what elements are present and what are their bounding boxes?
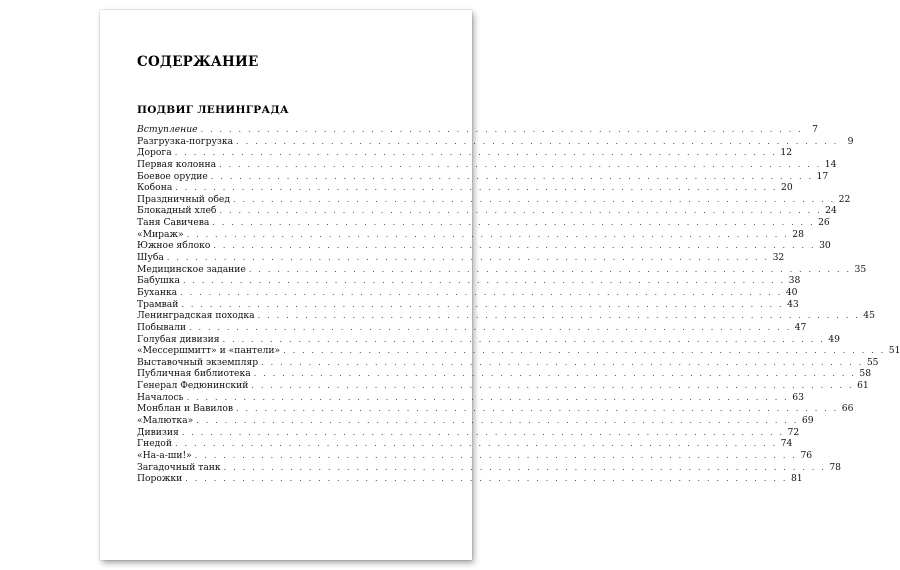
- toc-entry-title: Трамвай: [137, 298, 179, 310]
- dot-leader: . . . . . . . . . . . . . . . . . . . . . . . . . . . . . . . . . . . . . . . . . . . . . . . . . . . . . . . . . . . . . . . .: [236, 136, 839, 146]
- toc-entry-page-number: 66: [841, 403, 854, 415]
- toc-entry: [137, 205, 837, 217]
- toc-entry: [137, 368, 872, 380]
- toc-entry: [137, 240, 831, 252]
- toc-entry-page-number: 24: [825, 205, 837, 217]
- dot-leader: . . . . . . . . . . . . . . . . . . . . . . . . . . . . . . . . . . . . . . . . . . . . . . . . . . . . . . . . . . . . . . . .: [175, 183, 778, 193]
- toc-entry: [137, 380, 869, 392]
- toc-entry-page-number: 9: [847, 135, 854, 147]
- toc-entry-title: «Мираж»: [137, 228, 184, 240]
- toc-entry-title: Праздничный обед: [137, 193, 230, 205]
- toc-entry-page-number: 26: [818, 217, 830, 229]
- toc-entry-title: Гнедой: [137, 438, 172, 450]
- dot-leader: . . . . . . . . . . . . . . . . . . . . . . . . . . . . . . . . . . . . . . . . . . . . . . . . . . . . . . . . . . . . . . . .: [181, 299, 784, 309]
- dot-leader: . . . . . . . . . . . . . . . . . . . . . . . . . . . . . . . . . . . . . . . . . . . . . . . . . . . . . . . . . . . . . . . .: [196, 416, 799, 426]
- dot-leader: . . . . . . . . . . . . . . . . . . . . . . . . . . . . . . . . . . . . . . . . . . . . . . . . . . . . . . . . . . . . . . . .: [233, 194, 836, 204]
- toc-entry: [137, 321, 807, 334]
- toc-entry-title: Кобона: [137, 182, 173, 194]
- toc-entry: [137, 252, 785, 264]
- dot-leader: . . . . . . . . . . . . . . . . . . . . . . . . . . . . . . . . . . . . . . . . . . . . . . . . . . . . . . . . . . . . . . . .: [194, 450, 798, 460]
- toc-entry: [137, 391, 804, 404]
- toc-entry-page-number: 7: [812, 124, 818, 135]
- toc-entry-page-number: 72: [787, 426, 800, 438]
- toc-entry-page-number: 14: [824, 158, 837, 170]
- toc-entry-page-number: 78: [829, 461, 842, 473]
- book-page: [100, 10, 900, 560]
- dot-leader: . . . . . . . . . . . . . . . . . . . . . . . . . . . . . . . . . . . . . . . . . . . . . . . . . . . . . . . . . . . . . . . .: [174, 439, 778, 449]
- toc-entry-title: «Малютка»: [137, 415, 194, 427]
- toc-entry-page-number: 51: [888, 345, 900, 357]
- dot-leader: . . . . . . . . . . . . . . . . . . . . . . . . . . . . . . . . . . . . . . . . . . . . . . . . . . . . . . . . . . . . . . . .: [257, 311, 860, 321]
- table-of-contents: [137, 124, 900, 485]
- dot-leader: . . . . . . . . . . . . . . . . . . . . . . . . . . . . . . . . . . . . . . . . . . . . . . . . . . . . . . . . . . . . . . . .: [222, 334, 825, 344]
- toc-entry-title: Вступление: [137, 124, 198, 135]
- dot-leader: . . . . . . . . . . . . . . . . . . . . . . . . . . . . . . . . . . . . . . . . . . . . . . . . . . . . . . . . . . . . . . . .: [236, 404, 839, 414]
- dot-leader: . . . . . . . . . . . . . . . . . . . . . . . . . . . . . . . . . . . . . . . . . . . . . . . . . . . . . . . . . . . . . . . .: [166, 253, 770, 263]
- dot-leader: . . . . . . . . . . . . . . . . . . . . . . . . . . . . . . . . . . . . . . . . . . . . . . . . . . . . . . . . . . . . . . . .: [180, 287, 783, 297]
- toc-entry: [137, 310, 875, 322]
- toc-entry: [137, 147, 793, 159]
- toc-entry-title: Порожки: [137, 473, 183, 485]
- toc-entry: [137, 275, 801, 287]
- toc-entry-page-number: 63: [792, 391, 804, 403]
- dot-leader: . . . . . . . . . . . . . . . . . . . . . . . . . . . . . . . . . . . . . . . . . . . . . . . . . . . . . . . . . . . . . . . .: [212, 218, 815, 228]
- dot-leader: . . . . . . . . . . . . . . . . . . . . . . . . . . . . . . . . . . . . . . . . . . . . . . . . . . . . . . . . . . . . . . . .: [253, 369, 857, 379]
- dot-leader: . . . . . . . . . . . . . . . . . . . . . . . . . . . . . . . . . . . . . . . . . . . . . . . . . . . . . . . . . . . . . . . .: [219, 206, 822, 216]
- toc-entry-title: Монблан и Вавилов: [137, 403, 234, 415]
- toc-entry: [137, 426, 800, 439]
- toc-entry-page-number: 81: [790, 473, 803, 485]
- toc-entry: [137, 461, 842, 474]
- toc-entry-page-number: 45: [863, 310, 875, 322]
- dot-leader: . . . . . . . . . . . . . . . . . . . . . . . . . . . . . . . . . . . . . . . . . . . . . . . . . . . . . . . . . . . . . . . .: [223, 462, 827, 472]
- toc-entry-title: Таня Савичева: [137, 217, 210, 229]
- toc-entry-title: Побывали: [137, 321, 186, 333]
- dot-leader: . . . . . . . . . . . . . . . . . . . . . . . . . . . . . . . . . . . . . . . . . . . . . . . . . . . . . . . . . . . . . . . .: [189, 322, 792, 332]
- toc-entry-page-number: 28: [792, 228, 804, 240]
- toc-entry: [137, 135, 854, 148]
- toc-entry-page-number: 55: [866, 356, 879, 368]
- dot-leader: . . . . . . . . . . . . . . . . . . . . . . . . . . . . . . . . . . . . . . . . . . . . . . . . . . . . . . . . . . . . . . . .: [283, 346, 886, 356]
- dot-leader: . . . . . . . . . . . . . . . . . . . . . . . . . . . . . . . . . . . . . . . . . . . . . . . . . . . . . . . . . . . . . . . .: [200, 125, 803, 134]
- toc-entry-title: Буханка: [137, 286, 178, 298]
- toc-entry: [137, 124, 818, 136]
- toc-entry-page-number: 69: [801, 415, 814, 427]
- toc-entry-page-number: 49: [828, 333, 840, 345]
- toc-entry-title: Шуба: [137, 252, 164, 264]
- toc-entry-title: Загадочный танк: [137, 461, 221, 473]
- toc-entry: [137, 473, 803, 485]
- toc-entry: [137, 298, 799, 311]
- toc-entry: [137, 449, 813, 462]
- toc-entry-title: Публичная библиотека: [137, 368, 251, 380]
- dot-leader: . . . . . . . . . . . . . . . . . . . . . . . . . . . . . . . . . . . . . . . . . . . . . . . . . . . . . . . . . . . . . . . .: [186, 229, 789, 239]
- toc-entry-page-number: 30: [819, 240, 831, 252]
- dot-leader: . . . . . . . . . . . . . . . . . . . . . . . . . . . . . . . . . . . . . . . . . . . . . . . . . . . . . . . . . . . . . . . .: [186, 392, 789, 402]
- section-heading: ПОДВИГ ЛЕНИНГРАДА: [137, 104, 289, 116]
- toc-entry: [137, 286, 798, 299]
- toc-entry: [137, 263, 867, 276]
- toc-entry-title: Бабушка: [137, 275, 180, 287]
- toc-entry: [137, 193, 851, 206]
- toc-entry-page-number: 74: [780, 438, 793, 450]
- toc-entry-page-number: 61: [857, 380, 869, 392]
- toc-entry: [137, 438, 793, 450]
- dot-leader: . . . . . . . . . . . . . . . . . . . . . . . . . . . . . . . . . . . . . . . . . . . . . . . . . . . . . . . . . . . . . . . .: [174, 148, 778, 158]
- toc-entry: [137, 356, 879, 369]
- toc-entry-page-number: 12: [780, 147, 793, 159]
- toc-entry-title: Первая колонна: [137, 158, 217, 170]
- toc-entry: [137, 182, 793, 194]
- dot-leader: . . . . . . . . . . . . . . . . . . . . . . . . . . . . . . . . . . . . . . . . . . . . . . . . . . . . . . . . . . . . . . . .: [261, 357, 864, 367]
- dot-leader: . . . . . . . . . . . . . . . . . . . . . . . . . . . . . . . . . . . . . . . . . . . . . . . . . . . . . . . . . . . . . . . .: [251, 381, 854, 391]
- dot-leader: . . . . . . . . . . . . . . . . . . . . . . . . . . . . . . . . . . . . . . . . . . . . . . . . . . . . . . . . . . . . . . . .: [210, 171, 814, 181]
- toc-entry-title: Медицинское задание: [137, 263, 246, 275]
- dot-leader: . . . . . . . . . . . . . . . . . . . . . . . . . . . . . . . . . . . . . . . . . . . . . . . . . . . . . . . . . . . . . . . .: [248, 264, 852, 274]
- toc-entry-page-number: 43: [787, 298, 799, 310]
- toc-entry: [137, 403, 854, 415]
- contents-heading: СОДЕРЖАНИЕ: [137, 54, 259, 70]
- dot-leader: . . . . . . . . . . . . . . . . . . . . . . . . . . . . . . . . . . . . . . . . . . . . . . . . . . . . . . . . . . . . . . . .: [213, 241, 816, 251]
- toc-entry: [137, 158, 837, 171]
- toc-entry-page-number: 38: [788, 275, 801, 287]
- toc-entry-title: Ленинградская походка: [137, 310, 255, 322]
- toc-entry: [137, 345, 900, 357]
- toc-entry: [137, 217, 830, 229]
- toc-entry-page-number: 35: [854, 263, 867, 275]
- toc-entry-title: Южное яблоко: [137, 240, 211, 252]
- toc-entry-page-number: 47: [794, 321, 807, 333]
- toc-entry-title: Разгрузка-погрузка: [137, 135, 234, 147]
- toc-entry-title: Боевое орудие: [137, 170, 208, 182]
- toc-entry-title: Началось: [137, 391, 184, 403]
- toc-entry-title: «Мессершмитт» и «пантели»: [137, 345, 281, 357]
- toc-entry: [137, 415, 814, 427]
- toc-entry-title: Генерал Федюнинский: [137, 380, 249, 392]
- toc-entry: [137, 170, 829, 183]
- dot-leader: . . . . . . . . . . . . . . . . . . . . . . . . . . . . . . . . . . . . . . . . . . . . . . . . . . . . . . . . . . . . . . . .: [182, 276, 786, 286]
- toc-entry-title: «На-а-ши!»: [137, 449, 192, 461]
- toc-entry-page-number: 40: [785, 286, 798, 298]
- toc-entry-page-number: 76: [800, 449, 813, 461]
- toc-entry-page-number: 22: [838, 193, 851, 205]
- dot-leader: . . . . . . . . . . . . . . . . . . . . . . . . . . . . . . . . . . . . . . . . . . . . . . . . . . . . . . . . . . . . . . . .: [181, 427, 785, 437]
- toc-entry-title: Дорога: [137, 147, 172, 159]
- toc-entry-page-number: 20: [780, 182, 793, 194]
- dot-leader: . . . . . . . . . . . . . . . . . . . . . . . . . . . . . . . . . . . . . . . . . . . . . . . . . . . . . . . . . . . . . . . .: [185, 474, 788, 484]
- toc-entry-page-number: 58: [859, 368, 872, 380]
- toc-entry-page-number: 17: [816, 170, 829, 182]
- toc-entry-title: Голубая дивизия: [137, 333, 220, 345]
- toc-entry-title: Блокадный хлеб: [137, 205, 217, 217]
- toc-entry-title: Дивизия: [137, 426, 179, 438]
- toc-entry: [137, 228, 804, 241]
- toc-entry-page-number: 32: [772, 252, 785, 264]
- dot-leader: . . . . . . . . . . . . . . . . . . . . . . . . . . . . . . . . . . . . . . . . . . . . . . . . . . . . . . . . . . . . . . . .: [219, 159, 822, 169]
- toc-entry-title: Выставочный экземпляр: [137, 356, 259, 368]
- toc-entry: [137, 333, 840, 346]
